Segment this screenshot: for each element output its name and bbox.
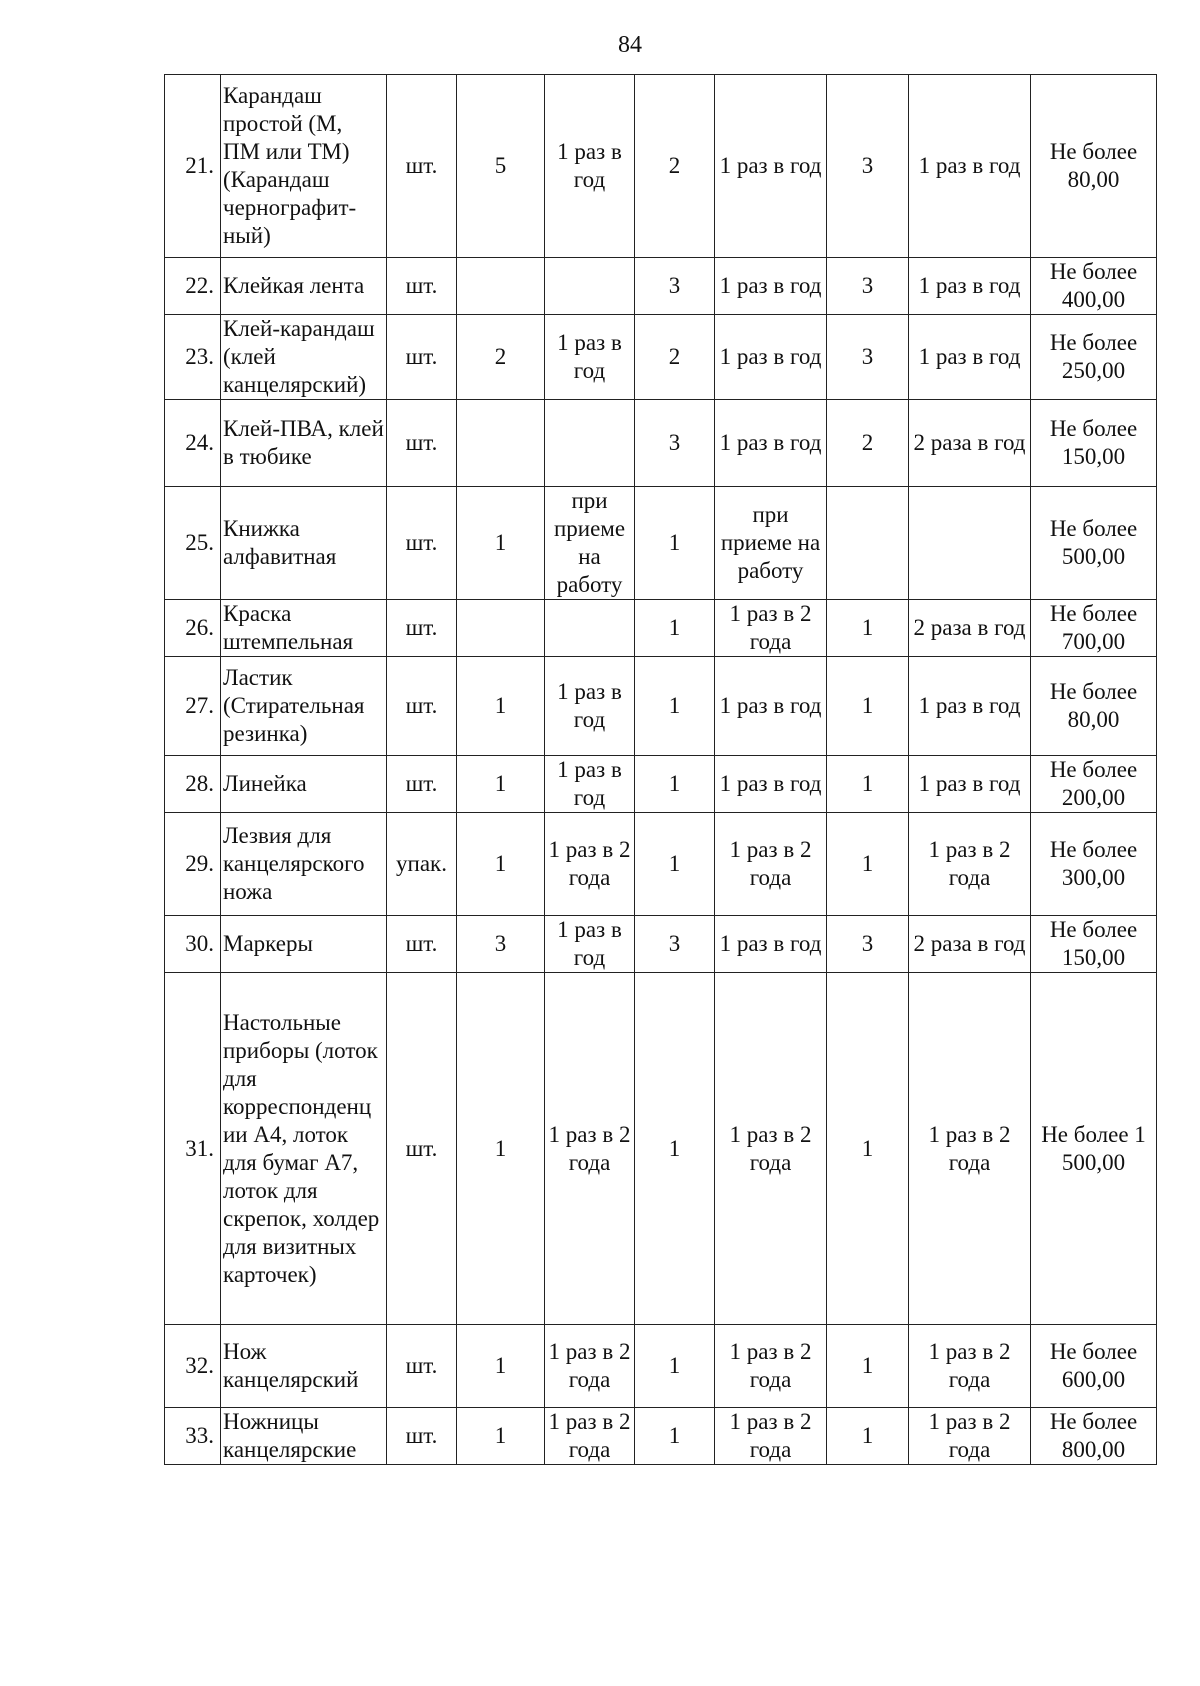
frequency-1-cell: 1 раз в 2 года xyxy=(545,1325,635,1408)
quantity-1-cell xyxy=(457,258,545,315)
max-price-cell: Не более 200,00 xyxy=(1031,756,1157,813)
max-price-cell: Не более 600,00 xyxy=(1031,1325,1157,1408)
frequency-3-cell: 1 раз в год xyxy=(909,75,1031,258)
item-name-cell: Карандаш простой (М, ПМ или ТМ) (Карандаш чернографит-ный) xyxy=(221,75,387,258)
quantity-2-cell: 1 xyxy=(635,973,715,1325)
quantity-3-cell: 1 xyxy=(827,600,909,657)
quantity-1-cell: 1 xyxy=(457,756,545,813)
frequency-1-cell: 1 раз в год xyxy=(545,657,635,756)
row-number-cell: 30. xyxy=(165,916,221,973)
quantity-2-cell: 1 xyxy=(635,756,715,813)
frequency-2-cell: 1 раз в год xyxy=(715,916,827,973)
table-row xyxy=(165,973,1157,1325)
quantity-2-cell: 1 xyxy=(635,1408,715,1465)
frequency-2-cell: 1 раз в 2 года xyxy=(715,973,827,1325)
item-name-cell: Клей-ПВА, клей в тюбике xyxy=(221,400,387,487)
frequency-2-cell: при приеме на работу xyxy=(715,487,827,600)
frequency-3-cell: 2 раза в год xyxy=(909,400,1031,487)
item-name-cell: Настольные приборы (лоток для корреспонденц ии А4, лоток для бумаг А7, лоток для скрепок, холдер для визитных карточек) xyxy=(221,973,387,1325)
table-row xyxy=(165,756,1157,813)
item-name-cell: Линейка xyxy=(221,756,387,813)
quantity-2-cell: 3 xyxy=(635,400,715,487)
quantity-1-cell: 1 xyxy=(457,487,545,600)
quantity-2-cell: 1 xyxy=(635,1325,715,1408)
unit-cell: шт. xyxy=(387,258,457,315)
quantity-1-cell: 1 xyxy=(457,973,545,1325)
quantity-3-cell xyxy=(827,487,909,600)
row-number-cell: 28. xyxy=(165,756,221,813)
frequency-2-cell: 1 раз в год xyxy=(715,75,827,258)
table-row xyxy=(165,1408,1157,1465)
table-row xyxy=(165,400,1157,487)
quantity-2-cell: 3 xyxy=(635,916,715,973)
table-row xyxy=(165,487,1157,600)
frequency-1-cell: 1 раз в 2 года xyxy=(545,1408,635,1465)
frequency-1-cell: 1 раз в 2 года xyxy=(545,973,635,1325)
quantity-3-cell: 3 xyxy=(827,75,909,258)
quantity-1-cell xyxy=(457,400,545,487)
frequency-2-cell: 1 раз в год xyxy=(715,315,827,400)
quantity-1-cell: 2 xyxy=(457,315,545,400)
quantity-3-cell: 3 xyxy=(827,315,909,400)
unit-cell: шт. xyxy=(387,1408,457,1465)
frequency-3-cell: 1 раз в год xyxy=(909,756,1031,813)
row-number-cell: 32. xyxy=(165,1325,221,1408)
table-row xyxy=(165,315,1157,400)
unit-cell: упак. xyxy=(387,813,457,916)
frequency-1-cell xyxy=(545,400,635,487)
max-price-cell: Не более 700,00 xyxy=(1031,600,1157,657)
row-number-cell: 22. xyxy=(165,258,221,315)
row-number-cell: 31. xyxy=(165,973,221,1325)
max-price-cell: Не более 300,00 xyxy=(1031,813,1157,916)
item-name-cell: Клей-карандаш (клей канцелярский) xyxy=(221,315,387,400)
quantity-2-cell: 1 xyxy=(635,487,715,600)
row-number-cell: 26. xyxy=(165,600,221,657)
table-row xyxy=(165,657,1157,756)
table-row xyxy=(165,258,1157,315)
row-number-cell: 21. xyxy=(165,75,221,258)
quantity-1-cell: 1 xyxy=(457,1325,545,1408)
unit-cell: шт. xyxy=(387,657,457,756)
quantity-2-cell: 2 xyxy=(635,75,715,258)
max-price-cell: Не более 80,00 xyxy=(1031,657,1157,756)
frequency-2-cell: 1 раз в год xyxy=(715,756,827,813)
table-body xyxy=(165,75,1157,1465)
max-price-cell: Не более 800,00 xyxy=(1031,1408,1157,1465)
quantity-2-cell: 1 xyxy=(635,657,715,756)
table-row xyxy=(165,916,1157,973)
page-number: 84 xyxy=(618,32,642,58)
row-number-cell: 23. xyxy=(165,315,221,400)
item-name-cell: Нож канцелярский xyxy=(221,1325,387,1408)
frequency-1-cell: 1 раз в год xyxy=(545,75,635,258)
unit-cell: шт. xyxy=(387,75,457,258)
quantity-3-cell: 1 xyxy=(827,756,909,813)
item-name-cell: Книжка алфавитная xyxy=(221,487,387,600)
unit-cell: шт. xyxy=(387,400,457,487)
unit-cell: шт. xyxy=(387,315,457,400)
item-name-cell: Ластик (Стирательная резинка) xyxy=(221,657,387,756)
frequency-3-cell: 1 раз в год xyxy=(909,315,1031,400)
quantity-1-cell: 1 xyxy=(457,657,545,756)
quantity-1-cell: 5 xyxy=(457,75,545,258)
quantity-3-cell: 1 xyxy=(827,1325,909,1408)
row-number-cell: 33. xyxy=(165,1408,221,1465)
unit-cell: шт. xyxy=(387,600,457,657)
unit-cell: шт. xyxy=(387,1325,457,1408)
quantity-1-cell xyxy=(457,600,545,657)
frequency-1-cell: при приеме на работу xyxy=(545,487,635,600)
row-number-cell: 29. xyxy=(165,813,221,916)
quantity-3-cell: 3 xyxy=(827,258,909,315)
frequency-1-cell: 1 раз в 2 года xyxy=(545,813,635,916)
max-price-cell: Не более 1 500,00 xyxy=(1031,973,1157,1325)
frequency-1-cell: 1 раз в год xyxy=(545,315,635,400)
unit-cell: шт. xyxy=(387,973,457,1325)
frequency-2-cell: 1 раз в 2 года xyxy=(715,813,827,916)
item-name-cell: Ножницы канцелярские xyxy=(221,1408,387,1465)
frequency-3-cell: 1 раз в 2 года xyxy=(909,1408,1031,1465)
table-row xyxy=(165,600,1157,657)
table-row xyxy=(165,813,1157,916)
max-price-cell: Не более 500,00 xyxy=(1031,487,1157,600)
quantity-1-cell: 1 xyxy=(457,813,545,916)
frequency-3-cell: 1 раз в 2 года xyxy=(909,813,1031,916)
item-name-cell: Краска штемпельная xyxy=(221,600,387,657)
frequency-1-cell: 1 раз в год xyxy=(545,756,635,813)
quantity-2-cell: 1 xyxy=(635,600,715,657)
quantity-1-cell: 3 xyxy=(457,916,545,973)
quantity-3-cell: 2 xyxy=(827,400,909,487)
max-price-cell: Не более 150,00 xyxy=(1031,400,1157,487)
frequency-1-cell xyxy=(545,600,635,657)
frequency-3-cell: 1 раз в год xyxy=(909,258,1031,315)
frequency-1-cell: 1 раз в год xyxy=(545,916,635,973)
frequency-2-cell: 1 раз в год xyxy=(715,258,827,315)
quantity-2-cell: 2 xyxy=(635,315,715,400)
frequency-2-cell: 1 раз в год xyxy=(715,400,827,487)
item-name-cell: Маркеры xyxy=(221,916,387,973)
table-row xyxy=(165,75,1157,258)
frequency-3-cell: 1 раз в 2 года xyxy=(909,1325,1031,1408)
max-price-cell: Не более 150,00 xyxy=(1031,916,1157,973)
frequency-1-cell xyxy=(545,258,635,315)
quantity-3-cell: 1 xyxy=(827,1408,909,1465)
max-price-cell: Не более 400,00 xyxy=(1031,258,1157,315)
unit-cell: шт. xyxy=(387,756,457,813)
unit-cell: шт. xyxy=(387,487,457,600)
row-number-cell: 24. xyxy=(165,400,221,487)
max-price-cell: Не более 80,00 xyxy=(1031,75,1157,258)
table-row xyxy=(165,1325,1157,1408)
row-number-cell: 27. xyxy=(165,657,221,756)
quantity-3-cell: 3 xyxy=(827,916,909,973)
frequency-2-cell: 1 раз в 2 года xyxy=(715,1408,827,1465)
item-name-cell: Лезвия для канцелярского ножа xyxy=(221,813,387,916)
frequency-2-cell: 1 раз в год xyxy=(715,657,827,756)
frequency-2-cell: 1 раз в 2 года xyxy=(715,1325,827,1408)
quantity-3-cell: 1 xyxy=(827,657,909,756)
item-name-cell: Клейкая лента xyxy=(221,258,387,315)
max-price-cell: Не более 250,00 xyxy=(1031,315,1157,400)
quantity-2-cell: 3 xyxy=(635,258,715,315)
frequency-2-cell: 1 раз в 2 года xyxy=(715,600,827,657)
frequency-3-cell: 2 раза в год xyxy=(909,600,1031,657)
quantity-3-cell: 1 xyxy=(827,973,909,1325)
row-number-cell: 25. xyxy=(165,487,221,600)
supplies-table xyxy=(164,74,1157,1465)
frequency-3-cell: 1 раз в 2 года xyxy=(909,973,1031,1325)
unit-cell: шт. xyxy=(387,916,457,973)
frequency-3-cell xyxy=(909,487,1031,600)
quantity-2-cell: 1 xyxy=(635,813,715,916)
frequency-3-cell: 1 раз в год xyxy=(909,657,1031,756)
quantity-1-cell: 1 xyxy=(457,1408,545,1465)
quantity-3-cell: 1 xyxy=(827,813,909,916)
frequency-3-cell: 2 раза в год xyxy=(909,916,1031,973)
